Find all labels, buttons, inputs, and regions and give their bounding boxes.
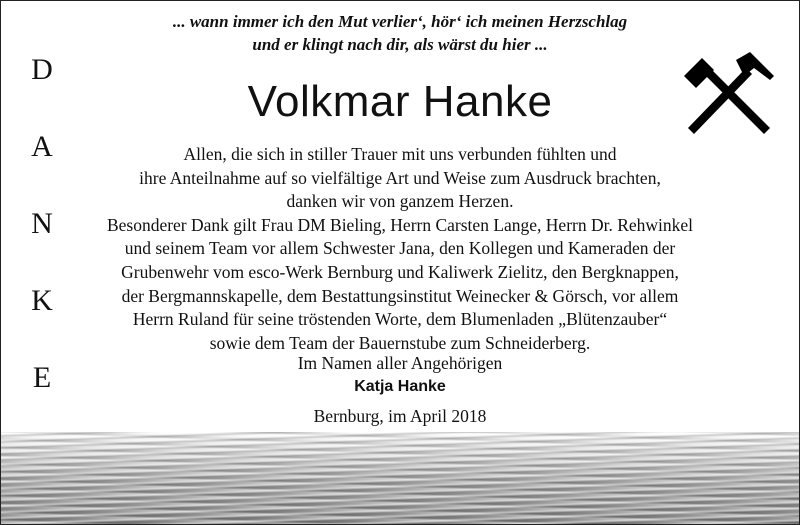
- quote-line: und er klingt nach dir, als wärst du hier ...: [252, 35, 548, 54]
- deceased-name: Volkmar Hanke: [247, 77, 553, 126]
- signature-intro: Im Namen aller Angehörigen: [297, 353, 503, 373]
- danke-letter: N: [31, 207, 53, 240]
- text-line: danken wir von ganzem Herzen.: [286, 191, 514, 212]
- hammer-and-pick-icon: [680, 46, 776, 142]
- text-line: der Bergmannskapelle, dem Bestattungsinstitut Weinecker & Görsch, vor allem: [121, 285, 679, 306]
- danke-letter: D: [31, 53, 53, 86]
- text-line: ihre Anteilnahme auf so vielfältige Art und Weise zum Ausdruck brachten,: [139, 167, 661, 188]
- text-line: Grubenwehr vom esco-Werk Bernburg und Kaliwerk Zielitz, den Bergknappen,: [121, 261, 679, 282]
- danke-vertical-word: [22, 44, 62, 404]
- signature-name: Katja Hanke: [354, 378, 446, 395]
- signature-block: [150, 352, 650, 398]
- text-line: sowie dem Team der Bauernstube zum Schneiderberg.: [209, 332, 591, 353]
- thank-you-text: [70, 143, 730, 355]
- opening-quote: [100, 10, 700, 56]
- water-background-image: [1, 432, 799, 524]
- place-and-date: Bernburg, im April 2018: [313, 406, 487, 426]
- text-line: und seinem Team vor allem Schwester Jana, den Kollegen und Kameraden der: [124, 238, 676, 259]
- quote-line: ... wann immer ich den Mut verlier‘, hör‘ ich meinen Herzschlag: [172, 12, 628, 31]
- text-line: Herrn Ruland für seine tröstenden Worte, dem Blumenladen „Blütenzauber“: [132, 309, 668, 330]
- danke-letter: E: [32, 361, 52, 394]
- danke-letter: A: [31, 130, 53, 163]
- text-line: Besonderer Dank gilt Frau DM Bieling, Herrn Carsten Lange, Herrn Dr. Rehwinkel: [106, 214, 694, 235]
- text-line: Allen, die sich in stiller Trauer mit uns verbunden fühlten und: [183, 144, 617, 164]
- danke-letter: K: [31, 284, 53, 317]
